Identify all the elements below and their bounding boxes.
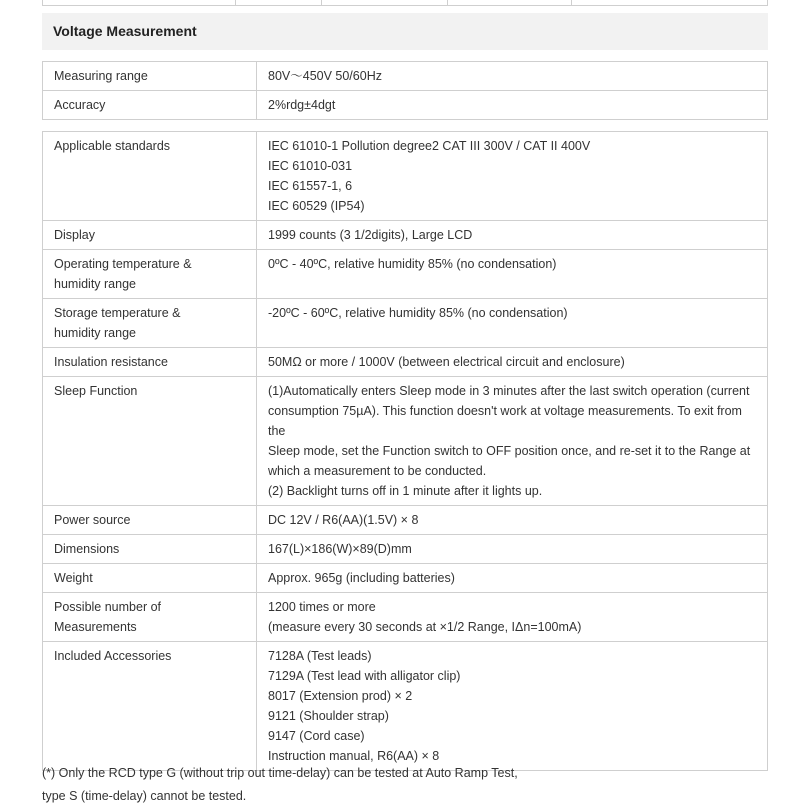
spec-value (257, 299, 768, 348)
spec-value (257, 91, 768, 120)
text-line: IEC 60529 (IP54) (268, 199, 365, 213)
spec-label (43, 506, 257, 535)
text-line: Applicable standards (54, 139, 171, 153)
spec-row (43, 221, 768, 250)
spec-row (43, 642, 768, 771)
spec-value (257, 642, 768, 771)
spec-row (43, 564, 768, 593)
text-line: Display (54, 228, 95, 242)
spec-label (43, 221, 257, 250)
text-line: 50MΩ or more / 1000V (between electrical circuit and enclosure) (268, 355, 625, 369)
spec-row (43, 506, 768, 535)
spec-value (257, 535, 768, 564)
text-line: 167(L)×186(W)×89(D)mm (268, 542, 412, 556)
text-line: Sleep Function (54, 384, 138, 398)
spec-label (43, 535, 257, 564)
text-line: -20ºC - 60ºC, relative humidity 85% (no condensation) (268, 306, 568, 320)
text-line: humidity range (54, 277, 136, 291)
text-line: Sleep mode, set the Function switch to OFF position once, and re-set it to the Range at (268, 444, 751, 458)
spec-row (43, 91, 768, 120)
spec-label (43, 593, 257, 642)
text-line: 2%rdg±4dgt (268, 98, 336, 112)
text-line: (1)Automatically enters Sleep mode in 3 minutes after the last switch operation (current (268, 384, 750, 398)
text-line: 8017 (Extension prod) × 2 (268, 689, 413, 703)
table-divider (321, 0, 322, 5)
spec-value (257, 250, 768, 299)
text-line: IEC 61010-1 Pollution degree2 CAT III 300V / CAT II 400V (268, 139, 591, 153)
text-line: Possible number of (54, 600, 162, 614)
text-line: 80V～450V 50/60Hz (268, 69, 382, 83)
text-line: IEC 61557-1, 6 (268, 179, 353, 193)
spec-value (257, 132, 768, 221)
spec-row (43, 250, 768, 299)
text-line: Measuring range (54, 69, 148, 83)
text-line: DC 12V / R6(AA)(1.5V) × 8 (268, 513, 419, 527)
spec-value (257, 506, 768, 535)
footnote-line: type S (time-delay) cannot be tested. (42, 789, 247, 803)
text-line: which a measurement to be conducted. (268, 464, 487, 478)
text-line: Accuracy (54, 98, 106, 112)
spec-label (43, 377, 257, 506)
text-line: humidity range (54, 326, 136, 340)
spec-value (257, 564, 768, 593)
text-line: Dimensions (54, 542, 120, 556)
spec-row (43, 535, 768, 564)
spec-value (257, 377, 768, 506)
spec-value (257, 348, 768, 377)
spec-label (43, 62, 257, 91)
table-divider (447, 0, 448, 5)
spec-value (257, 221, 768, 250)
spec-label (43, 564, 257, 593)
footnote (42, 762, 518, 808)
previous-table-bottom (42, 0, 768, 6)
spec-label (43, 250, 257, 299)
text-line: consumption 75µA). This function doesn't work at voltage measurements. To exit from the (268, 404, 742, 438)
spec-row (43, 132, 768, 221)
text-line: 1200 times or more (268, 600, 376, 614)
spec-row (43, 348, 768, 377)
text-line: 9121 (Shoulder strap) (268, 709, 389, 723)
text-line: Included Accessories (54, 649, 172, 663)
text-line: Power source (54, 513, 131, 527)
spec-row (43, 299, 768, 348)
table-divider (571, 0, 572, 5)
spec-label (43, 348, 257, 377)
general-spec-table (42, 131, 768, 771)
spec-row (43, 62, 768, 91)
spec-value (257, 62, 768, 91)
text-line: Instruction manual, R6(AA) × 8 (268, 749, 440, 763)
spec-label (43, 91, 257, 120)
text-line: (measure every 30 seconds at ×1/2 Range, IΔn=100mA) (268, 620, 582, 634)
voltage-spec-table (42, 61, 768, 120)
text-line: 7129A (Test lead with alligator clip) (268, 669, 461, 683)
text-line: Measurements (54, 620, 137, 634)
footnote-line: (*) Only the RCD type G (without trip out time-delay) can be tested at Auto Ramp Test, (42, 766, 518, 780)
text-line: 0ºC - 40ºC, relative humidity 85% (no condensation) (268, 257, 557, 271)
text-line: Weight (54, 571, 93, 585)
spec-label (43, 132, 257, 221)
text-line: IEC 61010-031 (268, 159, 353, 173)
text-line: 1999 counts (3 1/2digits), Large LCD (268, 228, 473, 242)
spec-row (43, 377, 768, 506)
table-divider (235, 0, 236, 5)
text-line: Operating temperature & (54, 257, 192, 271)
text-line: Insulation resistance (54, 355, 168, 369)
section-heading: Voltage Measurement (42, 13, 768, 50)
text-line: 9147 (Cord case) (268, 729, 365, 743)
spec-label (43, 642, 257, 771)
spec-row (43, 593, 768, 642)
spec-label (43, 299, 257, 348)
text-line: 7128A (Test leads) (268, 649, 372, 663)
text-line: (2) Backlight turns off in 1 minute after it lights up. (268, 484, 543, 498)
spec-value (257, 593, 768, 642)
text-line: Approx. 965g (including batteries) (268, 571, 455, 585)
text-line: Storage temperature & (54, 306, 181, 320)
